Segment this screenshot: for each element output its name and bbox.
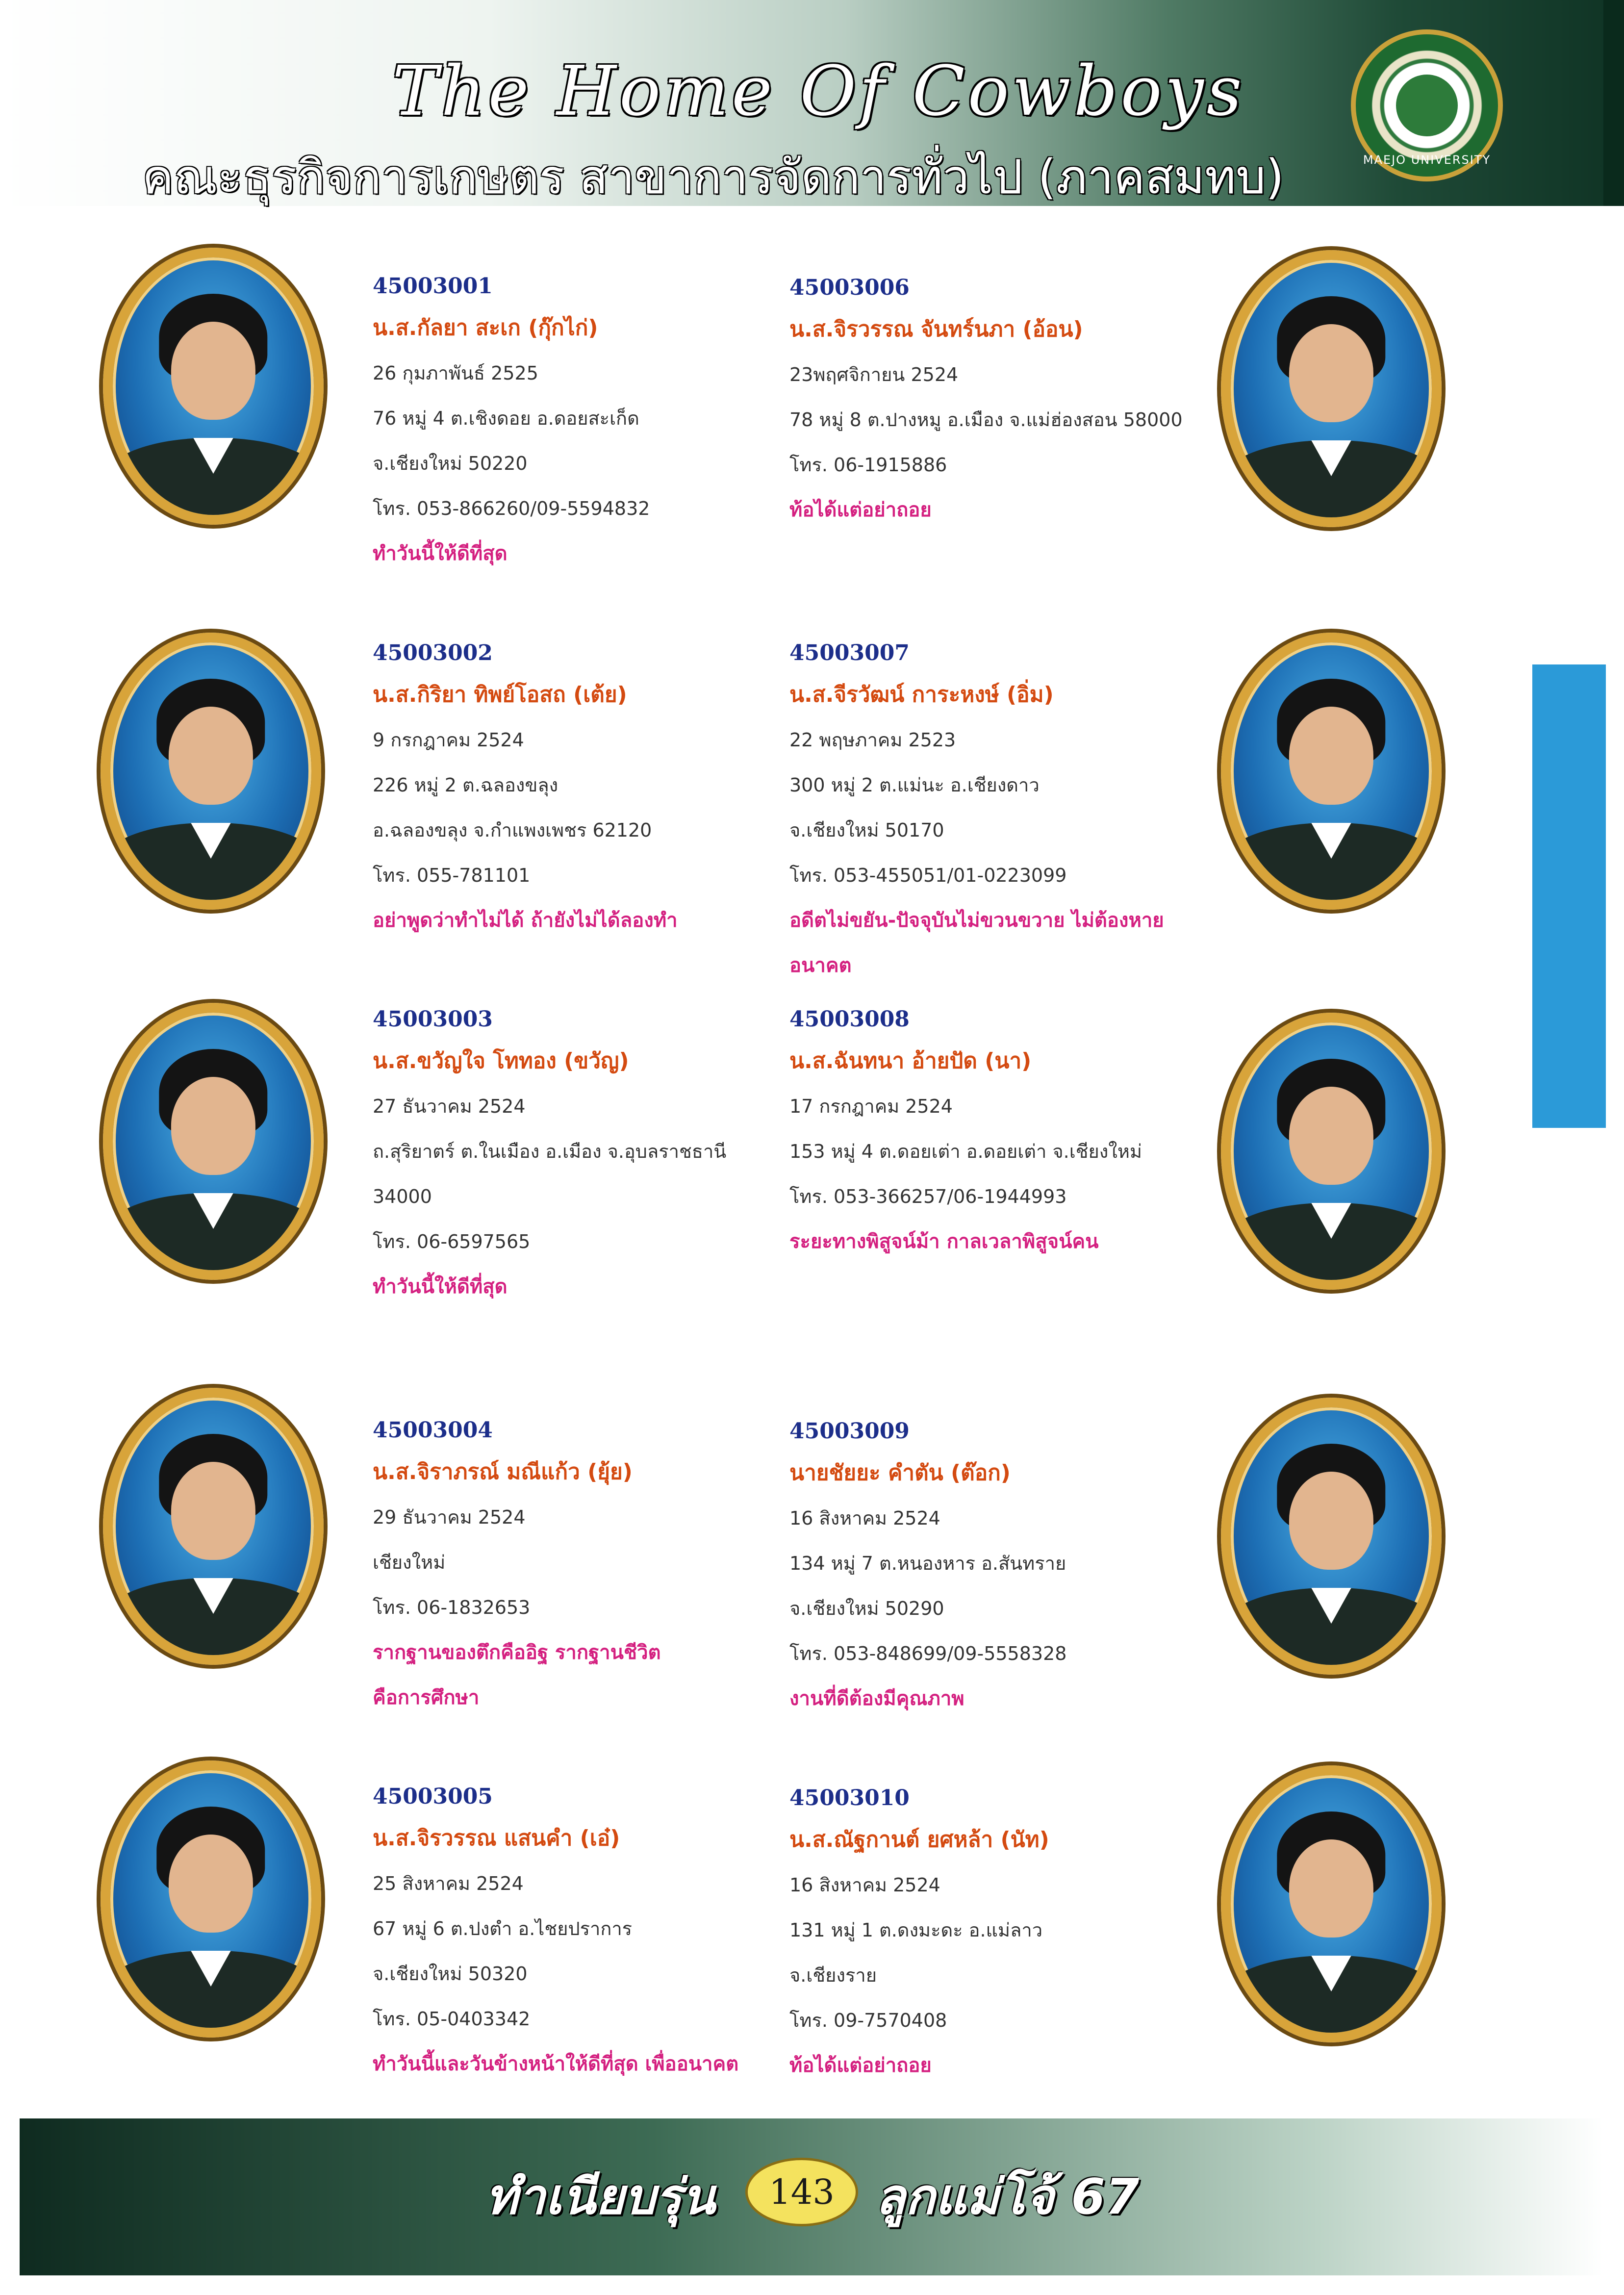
university-seal-logo bbox=[1351, 29, 1503, 181]
student-name: น.ส.ขวัญใจ โททอง (ขวัญ) bbox=[373, 1048, 629, 1073]
student-id: 45003007 bbox=[789, 640, 910, 665]
student-birthdate: 16 สิงหาคม 2524 bbox=[789, 1507, 940, 1529]
student-motto: ท้อได้แต่อย่าถอย bbox=[789, 499, 932, 521]
student-phone: โทร. 05-0403342 bbox=[373, 2008, 531, 2030]
student-birthdate: 9 กรกฎาคม 2524 bbox=[373, 729, 524, 751]
student-name: นายชัยยะ คำตัน (ต๊อก) bbox=[789, 1460, 1011, 1485]
student-address-line2: จ.เชียงใหม่ 50220 bbox=[373, 453, 528, 474]
student-name: น.ส.จิรวรรณ แสนคำ (เอ๋) bbox=[373, 1826, 620, 1851]
student-entry-45003007 bbox=[789, 634, 1192, 988]
student-birthdate: 17 กรกฎาคม 2524 bbox=[789, 1096, 953, 1117]
student-birthdate: 25 สิงหาคม 2524 bbox=[373, 1873, 524, 1894]
student-motto: งานที่ดีต้องมีคุณภาพ bbox=[789, 1687, 964, 1710]
footer-title: ทำเนียบรุ่น bbox=[485, 2168, 715, 2225]
student-id: 45003005 bbox=[373, 1784, 493, 1809]
student-entry-45003008 bbox=[789, 1000, 1192, 1264]
student-phone: โทร. 053-866260/09-5594832 bbox=[373, 498, 650, 519]
student-photo-45003008 bbox=[1221, 1013, 1442, 1290]
student-motto: ทำวันนี้ให้ดีที่สุด bbox=[373, 542, 508, 565]
student-birthdate: 16 สิงหาคม 2524 bbox=[789, 1874, 940, 1896]
student-motto-line2: คือการศึกษา bbox=[373, 1686, 480, 1709]
student-photo-45003005 bbox=[101, 1760, 321, 2038]
student-phone: โทร. 055-781101 bbox=[373, 865, 531, 886]
student-name: น.ส.ฉันทนา อ้ายปัด (นา) bbox=[789, 1048, 1032, 1073]
student-birthdate: 27 ธันวาคม 2524 bbox=[373, 1096, 526, 1117]
student-entry-45003003 bbox=[373, 1000, 775, 1309]
student-address-line2: จ.เชียงราย bbox=[789, 1964, 877, 1986]
student-id: 45003010 bbox=[789, 1785, 910, 1810]
page-footer bbox=[20, 2118, 1603, 2275]
student-phone: โทร. 053-848699/09-5558328 bbox=[789, 1643, 1067, 1664]
student-entry-45003006 bbox=[789, 269, 1192, 533]
page-header bbox=[0, 0, 1624, 206]
student-address-line1: 131 หมู่ 1 ต.ดงมะดะ อ.แม่ลาว bbox=[789, 1919, 1043, 1941]
student-motto: ทำวันนี้และวันข้างหน้าให้ดีที่สุด เพื่ออนาคต bbox=[373, 2053, 739, 2075]
student-address-line2: อ.ฉลองขลุง จ.กำแพงเพชร 62120 bbox=[373, 819, 652, 841]
student-address-line1: 153 หมู่ 4 ต.ดอยเต่า อ.ดอยเต่า จ.เชียงใหม่ bbox=[789, 1141, 1142, 1162]
student-address-line1: 300 หมู่ 2 ต.แม่นะ อ.เชียงดาว bbox=[789, 774, 1040, 796]
page-subtitle: คณะธุรกิจการเกษตร สาขาการจัดการทั่วไป (ภาคสมทบ) bbox=[142, 150, 1284, 204]
student-birthdate: 22 พฤษภาคม 2523 bbox=[789, 729, 956, 751]
student-birthdate: 26 กุมภาพันธ์ 2525 bbox=[373, 362, 538, 384]
student-motto: อย่าพูดว่าทำไม่ได้ ถ้ายังไม่ได้ลองทำ bbox=[373, 909, 678, 932]
header-edge-strip bbox=[1603, 0, 1624, 206]
student-address-line1: 226 หมู่ 2 ต.ฉลองขลุง bbox=[373, 774, 558, 796]
footer-class-name: ลูกแม่โจ้ 67 bbox=[875, 2168, 1140, 2225]
student-phone: โทร. 06-6597565 bbox=[373, 1231, 531, 1252]
student-entry-45003005 bbox=[373, 1778, 775, 2087]
student-address-line1: ถ.สุริยาตร์ ต.ในเมือง อ.เมือง จ.อุบลราชธานี bbox=[373, 1141, 727, 1162]
student-address-line2: จ.เชียงใหม่ 50290 bbox=[789, 1598, 944, 1619]
student-motto: รากฐานของตึกคืออิฐ รากฐานชีวิต bbox=[373, 1641, 661, 1664]
student-motto-line2: อนาคต bbox=[789, 954, 852, 977]
student-id: 45003008 bbox=[789, 1007, 910, 1032]
seal-text: MAEJO UNIVERSITY bbox=[1363, 153, 1491, 167]
student-address-line1: 67 หมู่ 6 ต.ปงตำ อ.ไชยปราการ bbox=[373, 1918, 633, 1939]
student-address-line2: จ.เชียงใหม่ 50170 bbox=[789, 819, 944, 841]
student-entry-45003001 bbox=[373, 267, 775, 576]
student-photo-45003010 bbox=[1221, 1765, 1442, 2042]
student-id: 45003003 bbox=[373, 1007, 493, 1032]
student-name: น.ส.จีรวัฒน์ การะหงษ์ (อิ่ม) bbox=[789, 682, 1054, 707]
student-phone: โทร. 053-455051/01-0223099 bbox=[789, 865, 1067, 886]
student-photo-45003009 bbox=[1221, 1398, 1442, 1675]
student-photo-45003002 bbox=[101, 633, 321, 910]
student-id: 45003001 bbox=[373, 274, 493, 299]
student-photo-45003007 bbox=[1221, 633, 1442, 910]
student-birthdate: 29 ธันวาคม 2524 bbox=[373, 1506, 526, 1528]
student-motto: ระยะทางพิสูจน์ม้า กาลเวลาพิสูจน์คน bbox=[789, 1230, 1099, 1253]
student-address-line1: 78 หมู่ 8 ต.ปางหมู อ.เมือง จ.แม่ฮ่องสอน 58000 bbox=[789, 409, 1183, 431]
student-entry-45003010 bbox=[789, 1779, 1192, 2088]
student-phone: โทร. 06-1915886 bbox=[789, 454, 947, 476]
student-name: น.ส.จิราภรณ์ มณีแก้ว (ยุ้ย) bbox=[373, 1459, 633, 1484]
student-id: 45003006 bbox=[789, 275, 910, 300]
student-phone: โทร. 06-1832653 bbox=[373, 1597, 531, 1618]
student-motto: ท้อได้แต่อย่าถอย bbox=[789, 2054, 932, 2077]
student-address-line1: เชียงใหม่ bbox=[373, 1552, 446, 1573]
student-address-line1: 134 หมู่ 7 ต.หนองหาร อ.สันทราย bbox=[789, 1553, 1066, 1574]
student-birthdate: 23พฤศจิกายน 2524 bbox=[789, 364, 959, 385]
student-name: น.ส.ณัฐกานต์ ยศหล้า (นัท) bbox=[789, 1827, 1049, 1852]
student-id: 45003004 bbox=[373, 1418, 493, 1443]
student-photo-45003006 bbox=[1221, 250, 1442, 527]
side-tab-marker bbox=[1532, 664, 1606, 1128]
student-id: 45003002 bbox=[373, 640, 493, 665]
student-motto: ทำวันนี้ให้ดีที่สุด bbox=[373, 1275, 508, 1298]
student-name: น.ส.กิริยา ทิพย์โอสถ (เต้ย) bbox=[373, 682, 627, 707]
student-address-line2: 34000 bbox=[373, 1186, 432, 1207]
student-photo-45003004 bbox=[103, 1388, 324, 1665]
student-name: น.ส.จิรวรรณ จันทร์นภา (อ้อน) bbox=[789, 317, 1083, 342]
page-title: The Home Of Cowboys bbox=[392, 51, 1245, 131]
student-phone: โทร. 053-366257/06-1944993 bbox=[789, 1186, 1067, 1207]
student-entry-45003009 bbox=[789, 1412, 1192, 1721]
student-motto: อดีตไม่ขยัน-ปัจจุบันไม่ขวนขวาย ไม่ต้องหาย bbox=[789, 909, 1164, 932]
student-id: 45003009 bbox=[789, 1419, 910, 1444]
student-photo-45003003 bbox=[103, 1003, 324, 1280]
student-photo-45003001 bbox=[103, 248, 324, 525]
student-phone: โทร. 09-7570408 bbox=[789, 2010, 947, 2031]
student-entry-45003004 bbox=[373, 1411, 775, 1720]
student-address-line1: 76 หมู่ 4 ต.เชิงดอย อ.ดอยสะเก็ด bbox=[373, 408, 639, 429]
student-name: น.ส.กัลยา สะเก (กุ๊กไก่) bbox=[373, 315, 598, 340]
page-number: 143 bbox=[745, 2158, 858, 2226]
student-address-line2: จ.เชียงใหม่ 50320 bbox=[373, 1963, 528, 1985]
student-entry-45003002 bbox=[373, 634, 775, 943]
